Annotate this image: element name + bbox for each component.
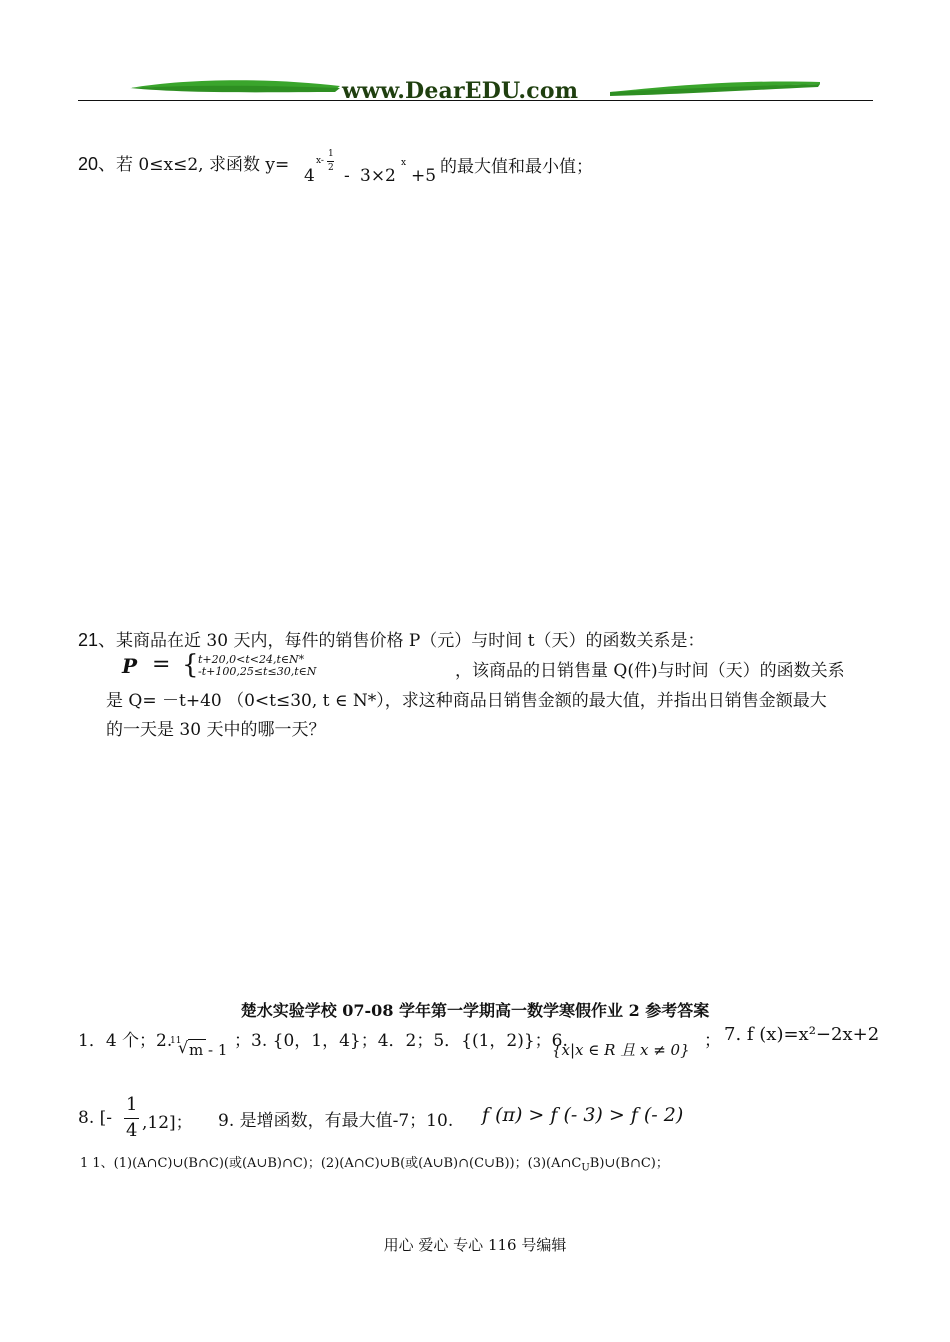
formula-minus: - (344, 166, 350, 186)
root-index: 11 (170, 1036, 182, 1046)
logo-text: www.DearEDU.com (342, 78, 579, 104)
question-text: 若 0≤x≤2, 求函数 y= (116, 155, 290, 175)
question-20 (78, 150, 289, 190)
fraction-bar (124, 1118, 139, 1119)
header-rule (78, 100, 873, 101)
answers-row-1 (78, 1026, 172, 1062)
answer-10: f (π) > f (- 3) > f (- 2) (482, 1104, 684, 1126)
formula-base: 4 (304, 166, 315, 186)
answer-11-tail: B)∪(B∩C)； (589, 1156, 669, 1171)
page-footer: 用心 爱心 专心 116 号编辑 (383, 1236, 567, 1254)
fraction-num: 1 (126, 1094, 138, 1115)
p-label: P (122, 654, 138, 678)
question-21 (78, 626, 705, 652)
formula-exp2: x (401, 158, 407, 168)
question-text-line2: ，该商品的日销售量 Q(件)与时间（天）的函数关系 (455, 661, 845, 681)
question-number: 20、 (78, 154, 117, 174)
answer-9: 9. 是增函数，有最大值-7；10. (218, 1111, 454, 1131)
formula-plus: +5 (411, 166, 437, 186)
radical-bar (188, 1039, 206, 1040)
answer-8-prefix: 8. [- (78, 1108, 112, 1128)
fraction (124, 1094, 140, 1144)
semicolon: ； (704, 1031, 721, 1051)
radical-sign: √ (178, 1038, 189, 1057)
equals-sign: = (152, 652, 171, 677)
root-tail: - 1 (208, 1041, 228, 1059)
question-text: 某商品在近 30 天内，每件的销售价格 P（元）与时间 t（天）的函数关系是： (116, 631, 705, 651)
q21-piecewise (122, 652, 452, 682)
answer-11 (80, 1152, 669, 1174)
answer-11-sub: U (581, 1162, 590, 1174)
answer-11-text: 1 1、(1)(A∩C)∪(B∩C)(或(A∪B)∩C)；(2)(A∩C)∪B(或(A∪B)∩(C∪B))；(3)(A∩C (80, 1156, 582, 1171)
case-1: t+20,0<t<24,t∈N* (198, 653, 305, 666)
root-body: m (189, 1041, 204, 1059)
fraction-den: 4 (126, 1120, 138, 1141)
brace: { (182, 650, 199, 680)
question-text-line3: 是 Q= －t+40 （0<t≤30, t ∈ N*），求这种商品日销售金额的最大值，并指出日销售金额最大 (106, 691, 827, 711)
question-number: 21、 (78, 630, 117, 650)
answer-7: 7. f (x)=x²−2x+2 (724, 1024, 880, 1045)
answers-title: 楚水实验学校 07-08 学年第一学期高一数学寒假作业 2 参考答案 (240, 1001, 710, 1020)
case-2: -t+100,25≤t≤30,t∈N (198, 665, 317, 678)
q20-formula (304, 148, 438, 192)
formula-frac-den: 2 (328, 163, 334, 173)
formula-term2: 3×2 (360, 166, 396, 186)
answer-8-suffix: ,12]； (142, 1113, 193, 1133)
formula-exp: x- (316, 156, 324, 166)
answer-1-2: 1．4 个；2. (78, 1031, 173, 1051)
answers-3-6: ；3. {0，1，4}；4．2；5．{(1，2)}；6. (234, 1031, 568, 1051)
question-text-tail: 的最大值和最小值； (440, 157, 593, 177)
set-notation: {x|x ∈ R 且 x ≠ 0} (552, 1041, 690, 1059)
formula-frac-bar (327, 161, 334, 162)
question-text-line4: 的一天是 30 天中的哪一天？ (106, 720, 326, 740)
formula-frac-num: 1 (328, 149, 334, 159)
root-expression (170, 1030, 232, 1060)
